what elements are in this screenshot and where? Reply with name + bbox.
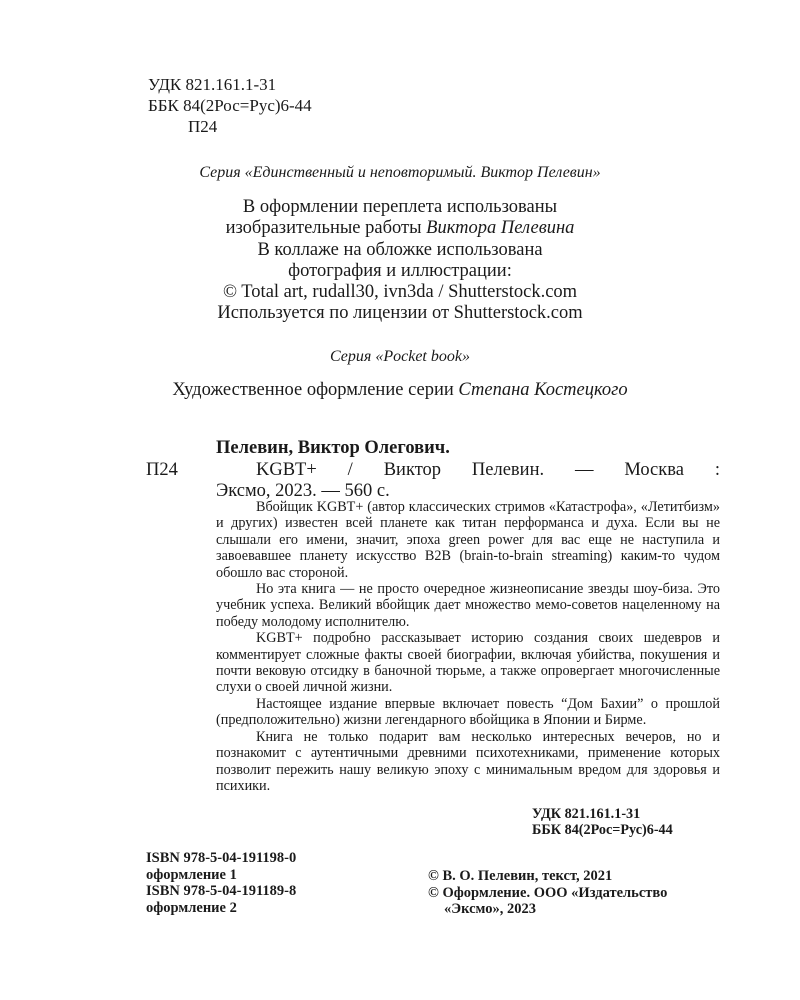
bbk-code-bottom: ББК 84(2Рос=Рус)6-44 [532, 822, 673, 838]
isbn-block [146, 850, 296, 916]
annotation-paragraph: Вбойщик KGBT+ (автор классических стримов «Катастрофа», «Летитбизм» и других) известен всей планете как титан перформанса и духа. Если вы не слышали его имени, значит, эпоха green power для вас еще не наступила и завоевавшее планету искусство B2B (brain-to-brain streaming) каким-то чудом обошло вас стороной. [216, 499, 720, 581]
series-art-credit [0, 380, 800, 401]
author-heading: Пелевин, Виктор Олегович. [216, 438, 450, 458]
copyright-text: © В. О. Пелевин, текст, 2021 [428, 868, 613, 884]
bbk-code: ББК 84(2Рос=Рус)6-44 [148, 96, 312, 115]
copyright-block [428, 868, 667, 918]
binding-design-prefix: изобразительные работы [225, 218, 427, 238]
binding-design-credit [0, 197, 800, 239]
isbn-1-note: оформление 1 [146, 866, 237, 883]
collage-line4: Используется по лицензии от Shutterstock.com [217, 303, 583, 323]
isbn-2: ISBN 978-5-04-191189-8 [146, 883, 297, 899]
record-line1: KGBT+ / Виктор Пелевин. — Москва : [256, 460, 720, 480]
collage-line2: фотография и иллюстрации: [288, 261, 512, 281]
udk-code: УДК 821.161.1-31 [148, 75, 277, 94]
series-credit: Серия «Единственный и неповторимый. Виктор Пелевин» [199, 164, 601, 181]
cover-collage-credit [0, 240, 800, 324]
pocket-series-name: Pocket book [383, 348, 462, 365]
record-line2: Эксмо, 2023. — 560 с. [216, 481, 390, 501]
bibliographic-record [216, 460, 720, 502]
annotation [216, 499, 720, 794]
classification-bottom [532, 806, 673, 838]
isbn-2-note: оформление 2 [146, 899, 237, 916]
copyright-design-cont: «Эксмо», 2023 [444, 901, 536, 917]
isbn-1: ISBN 978-5-04-191198-0 [146, 850, 297, 866]
collage-line3: © Total art, rudall30, ivn3da / Shutterstock.com [222, 282, 578, 302]
annotation-paragraph: KGBT+ подробно рассказывает историю создания своих шедевров и комментирует сложные факты своей биографии, включая убийства, покушения и почти вековую отсидку в баночной тюрьме, а также опровергает многочисленные слухи о своей личной жизни. [216, 630, 720, 696]
binding-design-line1: В оформлении переплета использованы [242, 197, 558, 217]
record-author-mark: П24 [146, 460, 178, 480]
collage-line1: В коллаже на обложке использована [257, 240, 543, 260]
author-mark: П24 [188, 117, 218, 136]
annotation-paragraph: Но эта книга — не просто очередное жизнеописание звезды шоу-биза. Это учебник успеха. Великий вбойщик дает множество мемо-советов нацеленному на победу молодому исполнителю. [216, 581, 720, 630]
binding-design-artist: Виктора Пелевина [426, 218, 575, 238]
binding-design-line2 [0, 218, 800, 239]
series-art-prefix: Художественное оформление серии [172, 380, 459, 400]
annotation-paragraph: Книга не только подарит вам несколько интересных вечеров, но и познакомит с аутентичными древними психотехниками, применение которых позволит пережить нашу великую эпоху с минимальным вредом для здоровья и психики. [216, 728, 720, 794]
series-art-designer: Степана Костецкого [458, 380, 628, 400]
classification-block [148, 74, 312, 137]
udk-code-bottom: УДК 821.161.1-31 [532, 806, 641, 822]
pocket-series [0, 348, 800, 366]
pocket-series-suffix: » [461, 348, 470, 365]
copyright-design: © Оформление. ООО «Издательство [428, 884, 668, 901]
annotation-paragraph: Настоящее издание впервые включает повесть “Дом Бахии” о прошлой (предположительно) жизни легендарного вбойщика в Японии и Бирме. [216, 695, 720, 729]
pocket-series-prefix: Серия « [330, 348, 384, 365]
